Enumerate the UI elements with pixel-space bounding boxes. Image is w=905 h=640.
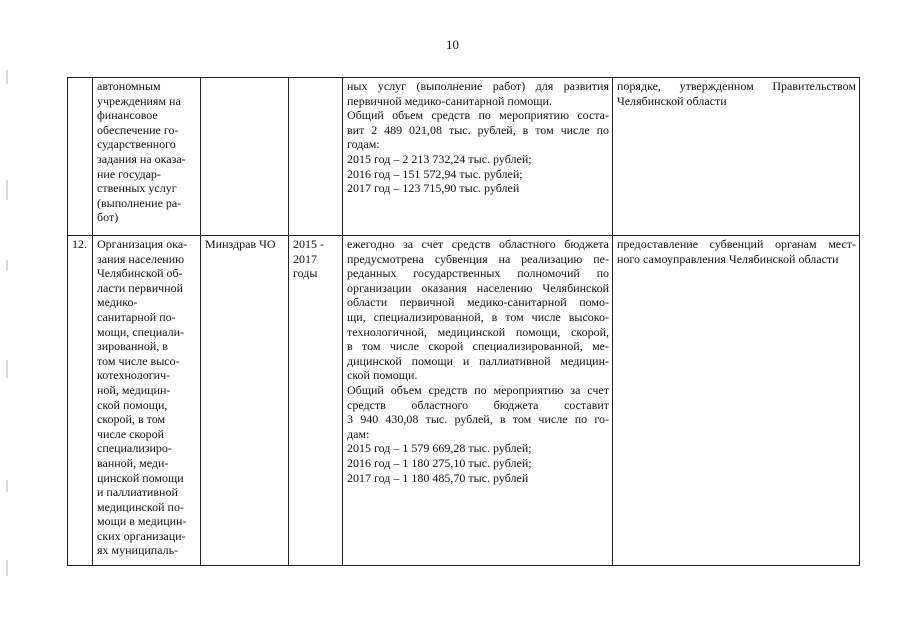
description-line: ежегодно за счет средств областного бюджета [347, 237, 609, 251]
activity-name-line: специализиро- [97, 441, 172, 456]
description-line: технологичной, медицинской помощи, скорой, [347, 324, 609, 339]
description-line: ской помощи. [347, 368, 418, 383]
activity-name-line: зания населению [97, 251, 185, 266]
description-line: 2016 год – 1 180 275,10 тыс. рублей; [347, 455, 532, 470]
description-line: 2017 год – 1 180 485,70 тыс. рублей [347, 470, 529, 485]
description-line: 2016 год – 151 572,94 тыс. рублей; [347, 166, 523, 181]
description-line: 2017 год – 123 715,90 тыс. рублей [347, 181, 520, 196]
expected-result-line: порядке, утвержденном Правительством [617, 79, 856, 93]
description-line: области первичной медико-санитарной помо- [347, 295, 609, 310]
activity-name-line: числе скорой [97, 426, 165, 441]
activity-name-line: мощи, специали- [97, 324, 185, 339]
description-line: реданных государственных полномочий по [347, 266, 609, 281]
activity-name-cell [93, 78, 201, 236]
description-line: годам: [347, 137, 380, 152]
description-line: дицинской помощи и паллиативной медицин- [347, 353, 609, 368]
activity-name-line: медицинской по- [97, 499, 184, 514]
row-number-cell [68, 78, 93, 236]
description-line: вит 2 489 021,08 тыс. рублей, в том числе по [347, 122, 609, 137]
page-number: 10 [446, 37, 459, 52]
description-line: 2015 год – 2 213 732,24 тыс. рублей; [347, 151, 532, 166]
activity-name-line: и паллиативной [97, 485, 178, 500]
table-row [68, 78, 860, 236]
activity-name-line: (выполнение ра- [97, 195, 182, 210]
activity-name-line: Организация ока- [97, 237, 188, 251]
description-line: предусмотрена субвенция на реализацию пе- [347, 251, 609, 266]
executor-cell [201, 78, 289, 236]
activity-name-line: медико- [97, 295, 138, 310]
description-line: щи, специализированной, в том числе высоко- [347, 309, 609, 324]
row-number-cell: 12. [68, 236, 93, 566]
description-cell [343, 236, 613, 566]
description-line: в том числе скорой специализированной, ме- [347, 339, 609, 354]
description-line: 3 940 430,08 тыс. рублей, в том числе по го- [347, 412, 609, 427]
period-line: годы [293, 266, 318, 281]
expected-result-line: предоставление субвенций органам мест- [617, 237, 856, 251]
activity-name-line: зированной, в [97, 339, 168, 354]
expected-result-line: ного самоуправления Челябинской области [617, 251, 839, 266]
activity-name-line: цинской помощи [97, 470, 184, 485]
activity-name-line: ях муниципаль- [97, 543, 179, 558]
expected-result-cell [613, 78, 860, 236]
description-line: первичной медико-санитарной помощи. [347, 93, 552, 108]
activity-name-line: автономным [97, 79, 161, 93]
scan-margin-marks [6, 60, 10, 600]
period-line: 2015 - [293, 237, 324, 251]
period-cell [289, 78, 343, 236]
activity-name-line: котехнологич- [97, 368, 171, 383]
activity-name-line: сударственного [97, 137, 176, 152]
table-row [68, 236, 860, 566]
activity-name-line: ванной, меди- [97, 455, 169, 470]
activity-name-line: ственных услуг [97, 181, 177, 196]
activity-name-line: санитарной по- [97, 309, 176, 324]
description-line: организации оказания населению Челябинской [347, 280, 609, 295]
activity-name-line: мощи в медицин- [97, 514, 187, 529]
activity-name-line: учреждениям на [97, 93, 181, 108]
activity-name-line: Челябинской об- [97, 266, 183, 281]
activity-name-line: скорой, в том [97, 412, 166, 427]
activity-name-line: ной, медицин- [97, 382, 171, 397]
activity-name-line: том числе высо- [97, 353, 180, 368]
description-line: ных услуг (выполнение работ) для развития [347, 79, 609, 93]
activity-name-line: ских организаци- [97, 528, 186, 543]
description-cell [343, 78, 613, 236]
description-line: 2015 год – 1 579 669,28 тыс. рублей; [347, 441, 532, 456]
description-line: дам: [347, 426, 370, 441]
activity-name-line: ласти первичной [97, 280, 184, 295]
description-line: Общий объем средств по мероприятию соста- [347, 108, 609, 123]
activity-name-line: финансовое [97, 108, 158, 123]
description-line: средств областного бюджета составит [347, 397, 609, 412]
activity-name-line: ние государ- [97, 166, 161, 181]
period-line: 2017 [293, 251, 317, 266]
executor-cell: Минздрав ЧО [201, 236, 289, 566]
activity-name-line: задания на оказа- [97, 151, 186, 166]
table-body [68, 78, 860, 566]
description-line: Общий объем средств по мероприятию за счет [347, 382, 609, 397]
expected-result-line: Челябинской области [617, 93, 727, 108]
activity-name-cell [93, 236, 201, 566]
period-cell [289, 236, 343, 566]
activity-name-line: обеспечение го- [97, 122, 179, 137]
document-table [67, 77, 860, 566]
activity-name-line: бот) [97, 210, 119, 225]
activity-name-line: ской помощи, [97, 397, 168, 412]
expected-result-cell [613, 236, 860, 566]
